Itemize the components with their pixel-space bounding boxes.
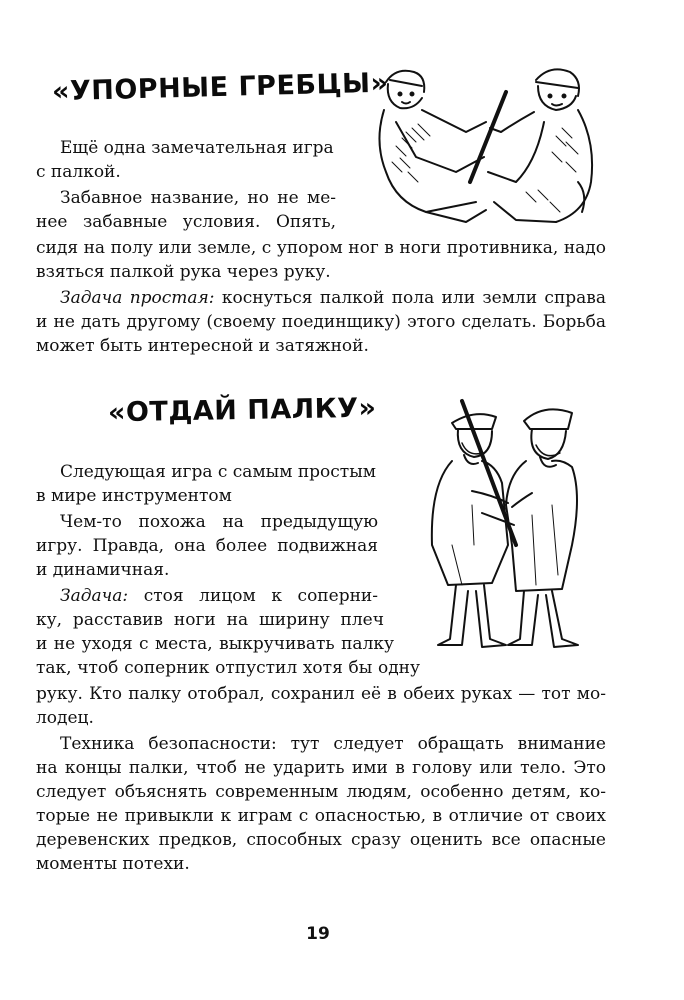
text-fragment: стоя лицом к соперни- <box>128 586 378 606</box>
text-line: руку. Кто палку отобрал, сохранил её в обеих руках — тот мо- <box>36 684 606 704</box>
text-line: с палкой. <box>36 162 121 182</box>
text-line: нее забавные условия. Опять, <box>36 212 336 232</box>
text-line: следует объяснять современным людям, особенно детям, ко- <box>36 782 606 802</box>
text-fragment: коснуться палкой пола или земли справа <box>214 288 606 308</box>
stick-struggle-illustration <box>412 395 612 660</box>
text-line <box>60 584 378 608</box>
task-label: Задача простая: <box>60 288 215 308</box>
text-line: на концы палки, чтоб не ударить ими в голову или тело. Это <box>36 758 606 778</box>
text-line: Ещё одна замечательная игра <box>60 138 334 158</box>
text-line: игру. Правда, она более подвижная <box>36 536 378 556</box>
text-line: моменты потехи. <box>36 854 190 874</box>
section-heading-give-stick: «ОТДАЙ ПАЛКУ» <box>107 392 377 429</box>
rowers-illustration <box>366 62 606 232</box>
text-line: лодец. <box>36 708 94 728</box>
task-label: Задача: <box>60 586 129 606</box>
text-line <box>60 286 606 310</box>
text-line: торые не привыкли к играм с опасностью, в отличие от своих <box>36 806 606 826</box>
text-line: и динамичная. <box>36 560 170 580</box>
text-line: может быть интересной и затяжной. <box>36 336 369 356</box>
text-line: Следующая игра с самым простым <box>60 462 376 482</box>
text-line: так, чтоб соперник отпустил хотя бы одну <box>36 658 420 678</box>
text-line: Забавное название, но не ме- <box>60 188 336 208</box>
text-line: и не уходя с места, выкручивать палку <box>36 634 394 654</box>
text-line: деревенских предков, способных сразу оценить все опасные <box>36 830 606 850</box>
text-line: взяться палкой рука через руку. <box>36 262 331 282</box>
text-line: Техника безопасности: тут следует обращать внимание <box>60 734 606 754</box>
text-line: ку, расставив ноги на ширину плеч <box>36 610 384 630</box>
text-line: сидя на полу или земле, с упором ног в ноги противника, надо <box>36 238 606 258</box>
page-number: 19 <box>306 924 330 944</box>
text-line: Чем-то похожа на предыдущую <box>60 512 378 532</box>
text-line: в мире инструментом <box>36 486 232 506</box>
text-line: и не дать другому (своему поединщику) этого сделать. Борьба <box>36 312 606 332</box>
section-heading-rowers: «УПОРНЫЕ ГРЕБЦЫ» <box>51 67 389 108</box>
